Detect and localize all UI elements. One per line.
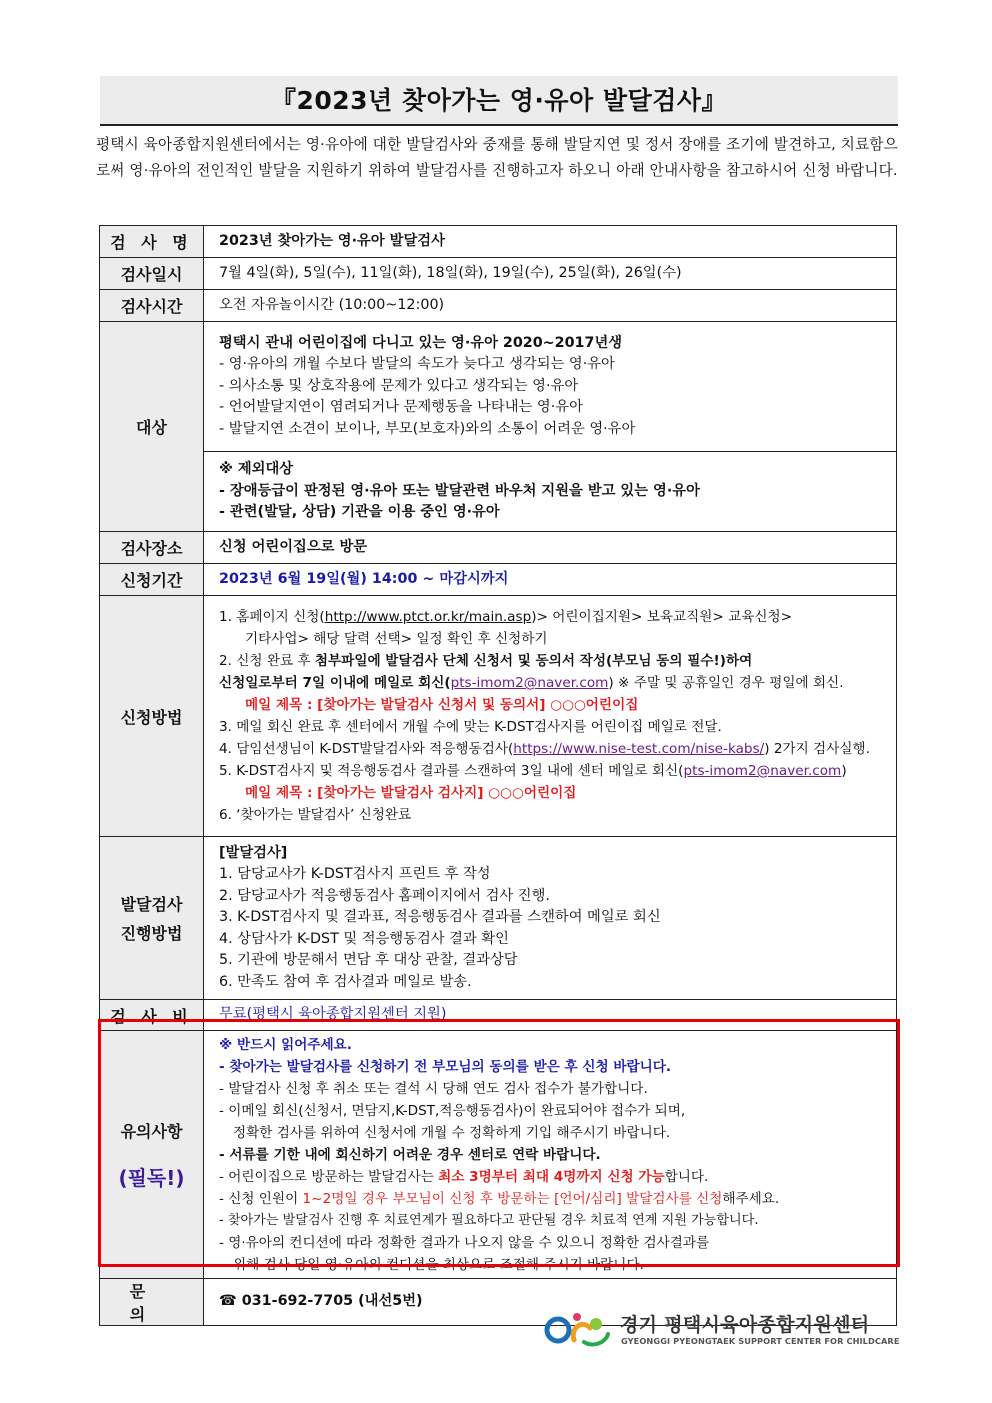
note-item (219, 1188, 888, 1210)
value-exam-dates: 7월 4일(화), 5일(수), 11일(화), 18일(화), 19일(수), 25일(화), 26일(수) (204, 258, 897, 290)
method-text-bold: 신청일로부터 7일 이내에 메일로 회신( (219, 675, 451, 691)
row-method (100, 596, 897, 837)
method-text: ) (841, 763, 847, 779)
page-title: 『2023년 찾아가는 영·유아 발달검사』 (100, 76, 898, 126)
label-process-line: 발달검사 (120, 895, 183, 914)
process-heading: [발달검사] (219, 844, 288, 861)
method-text: ) 2가지 검사실행. (764, 741, 870, 757)
note-text: 합니다. (664, 1168, 709, 1185)
email-link[interactable]: pts-imom2@naver.com (450, 675, 609, 691)
note-item: - 찾아가는 발달검사를 신청하기 전 부모님의 동의를 받은 후 신청 바랍니다. (219, 1058, 672, 1075)
logo-name: 경기 평택시육아종합지원센터 (620, 1314, 870, 1336)
center-logo (544, 1308, 900, 1352)
nise-link[interactable]: https://www.nise-test.com/nise-kabs/ (513, 741, 765, 757)
note-item-cont: 정확한 검사를 위하여 신청서에 개월 수 정확하게 기입 해주시기 바랍니다. (233, 1124, 671, 1141)
note-item-cont: 위해 검사 당일 영·유아의 컨디션을 최상으로 조절해 주시기 바랍니다. (233, 1256, 644, 1273)
method-step-1-cont: 기타사업> 해당 달력 선택> 일정 확인 후 신청하기 (245, 631, 548, 647)
label-notes-text: 유의사항 (120, 1121, 183, 1141)
row-period (100, 564, 897, 596)
label-target: 대상 (100, 322, 204, 532)
method-text: 5. K-DST검사지 및 적응행동검사 결과를 스캔하여 3일 내에 센터 메일로 회신( (219, 763, 684, 779)
value-exclusions (204, 452, 897, 532)
method-text: 2. 신청 완료 후 (219, 653, 315, 669)
target-item: - 의사소통 및 상호작용에 문제가 있다고 생각되는 영·유아 (219, 377, 579, 394)
label-exam-dates: 검사일시 (100, 258, 204, 290)
info-table (99, 225, 897, 1326)
method-step-4 (219, 738, 888, 760)
method-step-6: 6. ‘찾아가는 발달검사’ 신청완료 (219, 807, 412, 823)
process-item: 4. 상담사가 K-DST 및 적응행동검사 결과 확인 (219, 930, 509, 947)
method-step-5 (219, 760, 888, 782)
note-item: ※ 반드시 읽어주세요. (219, 1036, 352, 1053)
process-item: 5. 기관에 방문해서 면담 후 대상 관찰, 결과상담 (219, 952, 518, 969)
exclusion-heading: ※ 제외대상 (219, 461, 294, 478)
must-read-badge: (필독!) (118, 1165, 185, 1190)
note-item: - 찾아가는 발달검사 진행 후 치료연계가 필요하다고 판단될 경우 치료적 연계 지원 가능합니다. (219, 1212, 759, 1228)
method-step-2 (219, 650, 888, 672)
value-exam-name: 2023년 찾아가는 영·유아 발달검사 (204, 226, 897, 258)
note-item (219, 1166, 888, 1188)
note-item: - 서류를 기한 내에 회신하기 어려운 경우 센터로 연락 바랍니다. (219, 1146, 601, 1163)
method-text: 1. 홈페이지 신청( (219, 609, 325, 625)
note-text: - 어린이집으로 방문하는 발달검사는 (219, 1168, 439, 1185)
email-link[interactable]: pts-imom2@naver.com (683, 763, 842, 779)
note-text-highlight: 1~2명일 경우 부모님이 신청 후 방문하는 [언어/심리] 발달검사를 신청 (302, 1190, 723, 1207)
row-exam-name (100, 226, 897, 258)
value-fee: 무료(평택시 육아종합지원센터 지원) (204, 1000, 897, 1031)
label-process-line: 진행방법 (120, 924, 183, 943)
value-method (204, 596, 897, 837)
label-exam-time: 검사시간 (100, 290, 204, 322)
note-item: - 이메일 회신(신청서, 면담지,K-DST,적응행동검사)이 완료되어야 접수가 되며, (219, 1102, 686, 1119)
row-target (100, 322, 897, 452)
label-place: 검사장소 (100, 532, 204, 564)
row-fee (100, 1000, 897, 1031)
process-item: 1. 담당교사가 K-DST검사지 프린트 후 작성 (219, 866, 491, 883)
label-fee: 검 사 비 (100, 1000, 204, 1031)
label-method: 신청방법 (100, 596, 204, 837)
value-notes (204, 1031, 897, 1279)
row-notes (100, 1031, 897, 1279)
label-notes (100, 1031, 204, 1279)
mail-title-application: 메일 제목 : [찾아가는 발달검사 신청서 및 동의서] ○○○어린이집 (245, 697, 639, 713)
intro-paragraph: 평택시 육아종합지원센터에서는 영·유아에 대한 발달검사와 중재를 통해 발달지연 및 정서 장애를 조기에 발견하고, 치료함으로써 영·유아의 전인적인 발달을 지원하기 위하여 발달검사를 진행하고자 하오니 아래 안내사항을 참고하시어 신청 바랍니다. (96, 136, 898, 179)
value-place: 신청 어린이집으로 방문 (204, 532, 897, 564)
value-contact[interactable]: ☎ 031-692-7705 (내선5번) (204, 1279, 897, 1326)
row-place (100, 532, 897, 564)
method-step-3: 3. 메일 회신 완료 후 센터에서 개월 수에 맞는 K-DST검사지를 어린이집 메일로 전달. (219, 719, 722, 735)
target-item: - 발달지연 소견이 보이나, 부모(보호자)와의 소통이 어려운 영·유아 (219, 420, 636, 437)
homepage-link[interactable]: http://www.ptct.or.kr/main.asp (324, 609, 532, 625)
value-process (204, 837, 897, 1000)
exclusion-item: - 관련(발달, 상담) 기관을 이용 중인 영·유아 (219, 504, 500, 521)
row-process (100, 837, 897, 1000)
method-text: ) ※ 주말 및 공휴일인 경우 평일에 회신. (608, 675, 844, 691)
row-exam-time (100, 290, 897, 322)
note-text: 해주세요. (722, 1190, 780, 1207)
exclusion-item: - 장애등급이 판정된 영·유아 또는 발달관련 바우처 지원을 받고 있는 영·유아 (219, 482, 700, 499)
process-item: 2. 담당교사가 적응행동검사 홈페이지에서 검사 진행. (219, 887, 550, 904)
value-period: 2023년 6월 19일(월) 14:00 ~ 마감시까지 (204, 564, 897, 596)
note-text-highlight: 최소 3명부터 최대 4명까지 신청 가능 (438, 1168, 665, 1185)
note-item: - 영·유아의 컨디션에 따라 정확한 결과가 나오지 않을 수 있으니 정확한 검사결과를 (219, 1234, 710, 1251)
mail-title-test-sheet: 메일 제목 : [찾아가는 발달검사 검사지] ○○○어린이집 (245, 785, 577, 801)
process-item: 6. 만족도 참여 후 검사결과 메일로 발송. (219, 973, 472, 990)
note-item: - 발달검사 신청 후 취소 또는 결석 시 당해 연도 검사 접수가 불가합니다. (219, 1080, 648, 1097)
method-step-2-cont (219, 672, 888, 694)
value-exam-time: 오전 자유놀이시간 (10:00~12:00) (204, 290, 897, 322)
value-target-list (204, 322, 897, 452)
method-step-1 (219, 606, 888, 628)
label-contact: 문 의 (100, 1279, 204, 1326)
target-item: - 영·유아의 개월 수보다 발달의 속도가 늦다고 생각되는 영·유아 (219, 356, 615, 373)
label-process (100, 837, 204, 1000)
row-exam-dates (100, 258, 897, 290)
row-exclusions (100, 452, 897, 532)
target-item: - 언어발달지연이 염려되거나 문제행동을 나타내는 영·유아 (219, 399, 583, 416)
method-text: 4. 담임선생님이 K-DST발달검사와 적응행동검사( (219, 741, 514, 757)
childcare-center-logo-icon (544, 1308, 612, 1350)
method-text: )> 어린이집지원> 보육교직원> 교육신청> (531, 609, 793, 625)
label-period: 신청기간 (100, 564, 204, 596)
process-item: 3. K-DST검사지 및 결과표, 적응행동검사 결과를 스캔하여 메일로 회신 (219, 909, 661, 926)
logo-subtitle: GYEONGGI PYEONGTAEK SUPPORT CENTER FOR CHILDCARE (621, 1336, 900, 1346)
note-text: - 신청 인원이 (219, 1190, 303, 1207)
label-exam-name: 검 사 명 (100, 226, 204, 258)
method-text-bold: 첨부파일에 발달검사 단체 신청서 및 동의서 작성(부모님 동의 필수!)하여 (314, 653, 753, 669)
target-heading: 평택시 관내 어린이집에 다니고 있는 영·유아 2020~2017년생 (219, 334, 623, 351)
